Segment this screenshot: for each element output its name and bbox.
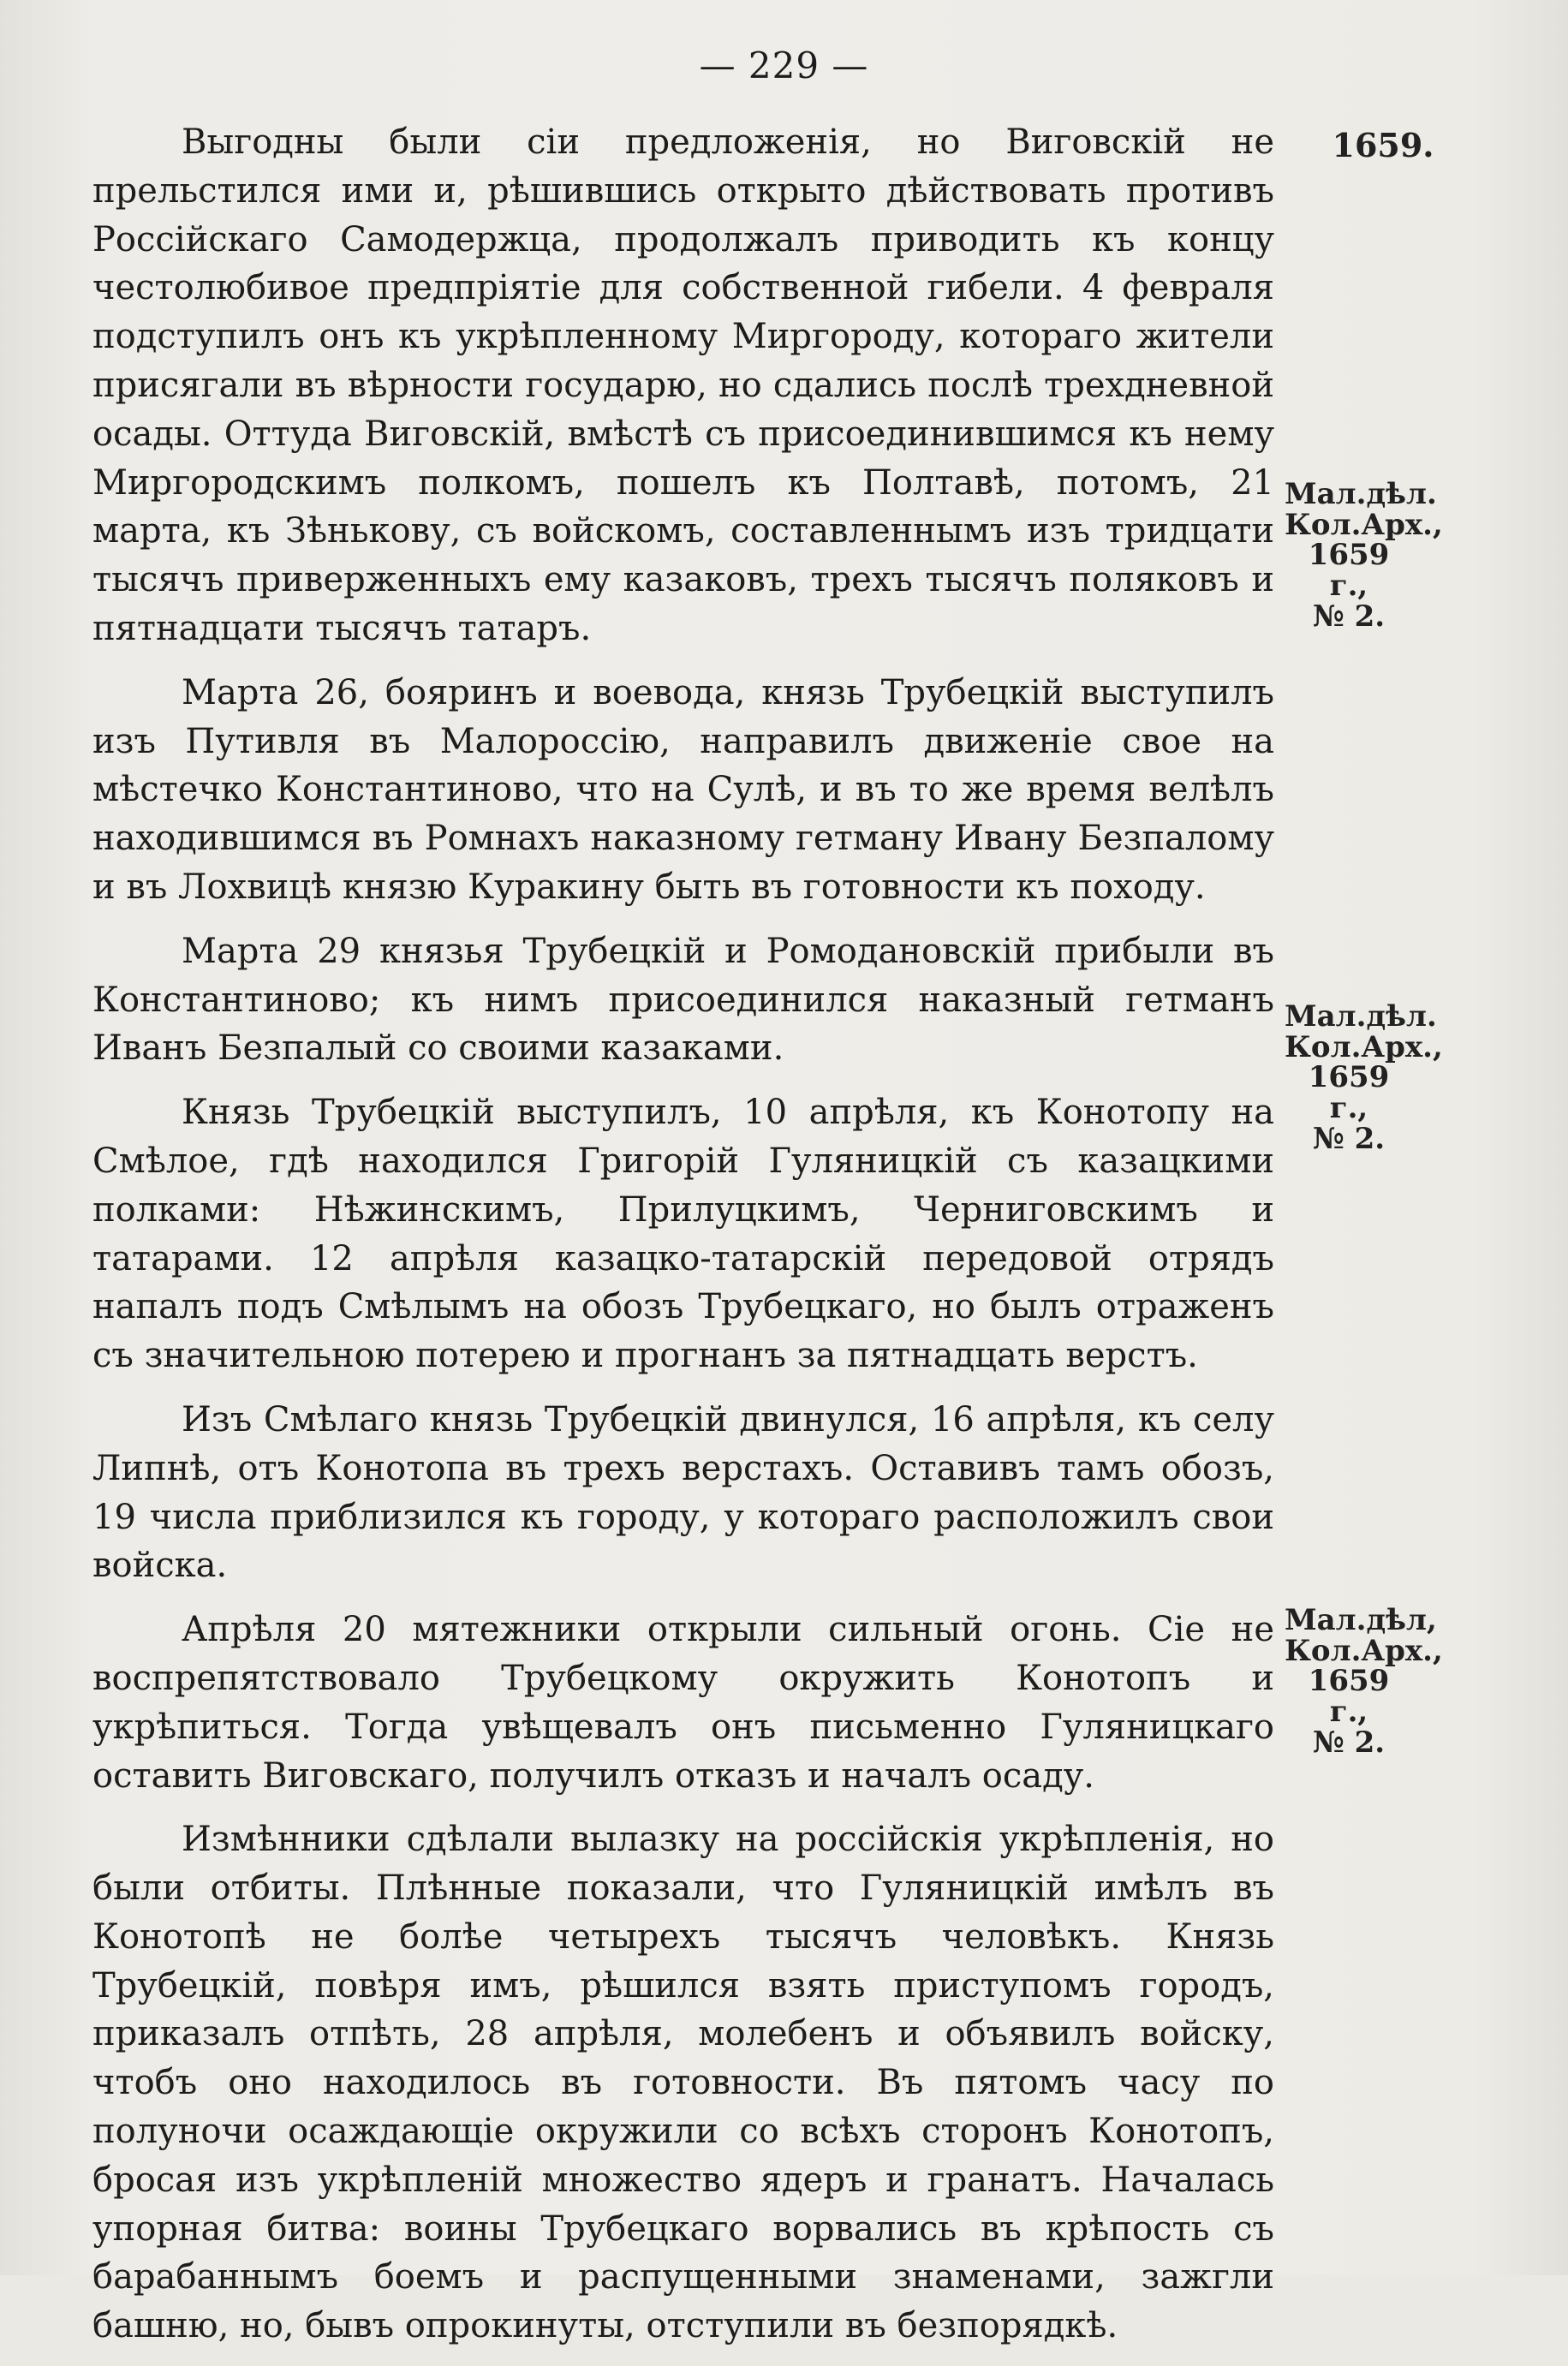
margin-reference-line: Кол.Арх.,	[1285, 1029, 1443, 1064]
margin-reference-3	[1285, 1603, 1443, 1760]
margin-reference-line: № 2.	[1312, 599, 1386, 634]
margin-reference-line: 1659 г.,	[1308, 1664, 1390, 1730]
margin-reference-line: 1659 г.,	[1308, 1060, 1390, 1126]
margin-reference-line: Мал.дѣл.	[1285, 999, 1437, 1034]
margin-reference-line: Кол.Арх.,	[1285, 1633, 1443, 1668]
body-text	[92, 118, 1274, 2366]
paragraph-7: Измѣнники сдѣлали вылазку на россійскія укрѣпленія, но были отбиты. Плѣнные показали, что Гуляницкій имѣлъ въ Конотопѣ не болѣе четырехъ тысячъ человѣкъ. Князь Трубецкій, повѣря имъ, рѣшился взять приступомъ городъ, приказалъ отпѣть, 28 апрѣля, молебенъ и объявилъ войску, чтобъ оно находилось въ готовности. Въ пятомъ часу по полуночи осаждающіе окружили со всѣхъ сторонъ Конотопъ, бросая изъ укрѣпленій множество ядеръ и гранатъ. Началась упорная битва: воины Трубецкаго ворвались въ крѣпость съ барабаннымъ боемъ и распущенными знаменами, зажгли башню, но, бывъ опрокинуты, отступили въ безпорядкѣ.	[92, 1820, 1274, 2346]
margin-reference-line: Кол.Арх.,	[1285, 507, 1443, 542]
margin-reference-line: Мал.дѣл,	[1285, 1603, 1437, 1637]
paragraph-6: Апрѣля 20 мятежники открыли сильный огонь. Сіе не воспрепятствовало Трубецкому окружить Конотопъ и укрѣпиться. Тогда увѣщевалъ онъ письменно Гуляницкаго оставить Виговскаго, получилъ отказъ и началъ осаду.	[92, 1610, 1274, 1796]
paragraph-5: Изъ Смѣлаго князь Трубецкій двинулся, 16 апрѣля, къ селу Липнѣ, отъ Конотопа въ трехъ верстахъ. Оставивъ тамъ обозъ, 19 числа приблизился къ городу, у котораго расположилъ свои войска.	[92, 1399, 1274, 1586]
margin-reference-line: Мал.дѣл.	[1285, 477, 1437, 511]
margin-reference-line: № 2.	[1312, 1725, 1386, 1760]
paragraph-2: Марта 26, бояринъ и воевода, князь Трубецкій выступилъ изъ Путивля въ Малороссію, направилъ движеніе свое на мѣстечко Константиново, что на Сулѣ, и въ то же время велѣлъ находившимся въ Ромнахъ наказному гетману Ивану Безпалому и въ Лохвицѣ князю Куракину быть въ готовности къ походу.	[92, 672, 1274, 907]
margin-reference-1	[1285, 477, 1443, 634]
margin-reference-line: 1659 г.,	[1308, 538, 1390, 604]
paragraph-1: Выгодны были сіи предложенія, но Виговскій не прельстился ими и, рѣшившись открыто дѣйствовать противъ Россійскаго Самодержца, продолжалъ приводить къ концу честолюбивое предпріятіе для собственной гибели. 4 февраля подступилъ онъ къ укрѣпленному Миргороду, котораго жители присягали въ вѣрности государю, но сдались послѣ трехдневной осады. Оттуда Виговскій, вмѣстѣ съ присоединившимся къ нему Миргородскимъ полкомъ, пошелъ къ Полтавѣ, потомъ, 21 марта, къ Зѣнькову, съ войскомъ, составленнымъ изъ тридцати тысячъ приверженныхъ ему казаковъ, трехъ тысячъ поляковъ и пятнадцати тысячъ татаръ.	[92, 122, 1274, 648]
page-number: — 229 —	[699, 45, 869, 86]
paragraph-3: Марта 29 князья Трубецкій и Ромодановскій прибыли въ Константиново; къ нимъ присоединился наказный гетманъ Иванъ Безпалый со своими казаками.	[92, 931, 1274, 1069]
paragraph-4: Князь Трубецкій выступилъ, 10 апрѣля, къ Конотопу на Смѣлое, гдѣ находился Григорій Гуляницкій съ казацкими полками: Нѣжинскимъ, Прилуцкимъ, Черниговскимъ и татарами. 12 апрѣля казацко-татарскій передовой отрядъ напалъ подъ Смѣлымъ на обозъ Трубецкаго, но былъ отраженъ съ значительною потерею и прогнанъ за пятнадцать верстъ.	[92, 1093, 1274, 1376]
margin-reference-line: № 2.	[1312, 1121, 1386, 1156]
margin-year: 1659.	[1332, 126, 1434, 164]
margin-reference-2	[1285, 999, 1443, 1156]
